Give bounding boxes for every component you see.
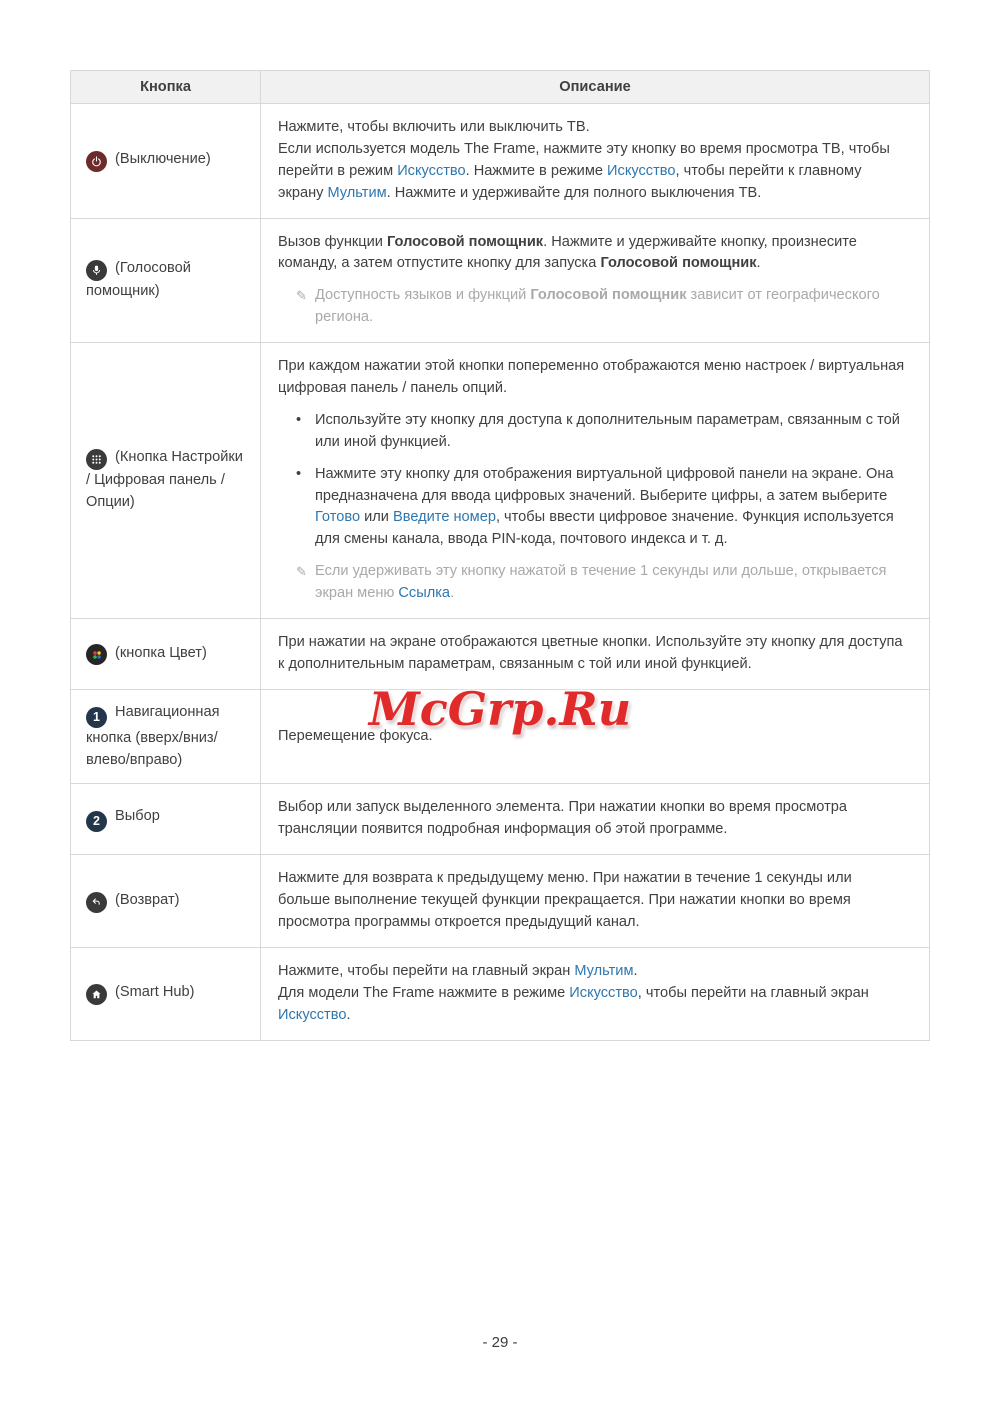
table-row xyxy=(71,855,929,948)
inline-link[interactable]: Ссылка xyxy=(398,585,451,602)
bullet-item xyxy=(278,410,905,454)
description-paragraph: Выбор или запуск выделенного элемента. При нажатии кнопки во время просмотра трансляции появится подробная информация об этой программе. xyxy=(278,799,848,838)
inline-link[interactable]: Готово xyxy=(315,509,361,526)
button-label: (Возврат) xyxy=(86,890,180,913)
table-header-row xyxy=(71,71,929,104)
power-icon xyxy=(86,151,107,172)
bullet-icon: • xyxy=(296,411,302,428)
description-paragraph: Для модели The Frame нажмите в режиме Искусство, чтобы перейти на главный экран Искусство. xyxy=(278,984,869,1023)
description-paragraph: Вызов функции Голосовой помощник. Нажмите и удерживайте кнопку, произнесите команду, а затем отпустите кнопку для запуска Голосовой помощник. xyxy=(278,233,857,272)
inline-link[interactable]: Искусство xyxy=(569,984,638,1001)
home-icon xyxy=(86,984,107,1005)
feature-name: Голосовой помощник xyxy=(600,255,757,272)
table-row xyxy=(71,619,929,690)
inline-link[interactable]: Введите номер xyxy=(393,509,496,526)
select-badge-icon: 2 xyxy=(86,811,107,832)
description-cell xyxy=(261,619,929,689)
bullet-text: Используйте эту кнопку для доступа к дополнительным параметрам, связанным с той или иной функцией. xyxy=(315,411,900,450)
button-cell xyxy=(71,784,261,854)
table-row xyxy=(71,104,929,219)
button-label: (кнопка Цвет) xyxy=(86,643,207,666)
bullet-icon: • xyxy=(296,465,302,482)
table-row xyxy=(71,219,929,344)
button-label: 2 Выбор xyxy=(86,806,160,832)
note-item xyxy=(278,285,905,329)
feature-name: Голосовой помощник xyxy=(386,233,544,250)
description-paragraph: При каждом нажатии этой кнопки попеременно отображаются меню настроек / виртуальная цифровая панель / панель опций. xyxy=(278,358,905,397)
description-cell xyxy=(261,219,929,343)
button-label: (Голосовой помощник) xyxy=(86,259,191,299)
mic-icon xyxy=(86,260,107,281)
feature-name: Голосовой помощник xyxy=(530,287,687,304)
note-text: Доступность языков и функций Голосовой помощник зависит от географического региона. xyxy=(315,287,880,326)
watermark: McGrp.Ru xyxy=(368,682,632,736)
header-button-column: Кнопка xyxy=(71,71,261,103)
description-paragraph: Перемещение фокуса. xyxy=(278,727,433,744)
description-paragraph: Если используется модель The Frame, нажмите эту кнопку во время просмотра ТВ, чтобы перейти в режим Искусство. Нажмите в режиме Искусство, чтобы перейти к главному экрану Мультим. Нажмите и удерживайте для полного выключения ТВ. xyxy=(278,140,890,201)
keypad-icon xyxy=(86,449,107,470)
button-cell xyxy=(71,855,261,947)
description-paragraph: Нажмите для возврата к предыдущему меню. При нажатии в течение 1 секунды или больше выполнение текущей функции прекращается. При нажатии кнопки во время просмотра программы откроется предыдущий канал. xyxy=(278,870,852,931)
table-row xyxy=(71,343,929,619)
note-item xyxy=(278,561,905,605)
table-row xyxy=(71,690,929,785)
inline-link[interactable]: Искусство xyxy=(607,162,676,179)
description-cell xyxy=(261,690,929,784)
button-label: (Smart Hub) xyxy=(86,982,195,1005)
description-cell xyxy=(261,784,929,854)
table-row xyxy=(71,784,929,855)
inline-link[interactable]: Мультим xyxy=(327,184,387,201)
return-icon xyxy=(86,892,107,913)
note-text: Если удерживать эту кнопку нажатой в течение 1 секунды или дольше, открывается экран меню Ссылка. xyxy=(315,563,887,602)
inline-link[interactable]: Мультим xyxy=(574,962,634,979)
inline-link[interactable]: Искусство xyxy=(397,162,466,179)
description-paragraph: При нажатии на экране отображаются цветные кнопки. Используйте эту кнопку для доступа к дополнительным параметрам, связанным с той или иной функцией. xyxy=(278,634,903,672)
button-label: 1 Навигационная кнопка (вверх/вниз/влево/вправо) xyxy=(86,703,220,768)
remote-buttons-table xyxy=(70,70,930,1041)
page-number: - 29 - xyxy=(482,1334,518,1351)
nav-badge-icon: 1 xyxy=(86,707,107,728)
button-cell xyxy=(71,104,261,218)
color-buttons-icon xyxy=(86,644,107,665)
table-row xyxy=(71,948,929,1041)
button-label: (Выключение) xyxy=(86,149,211,172)
pencil-icon: ✎ xyxy=(296,288,307,304)
description-cell xyxy=(261,343,929,618)
bullet-item xyxy=(278,464,905,552)
description-paragraph: Нажмите, чтобы перейти на главный экран Мультим. xyxy=(278,962,638,979)
description-cell xyxy=(261,948,929,1040)
pencil-icon: ✎ xyxy=(296,564,307,580)
table-body xyxy=(71,104,929,1041)
button-cell xyxy=(71,219,261,343)
inline-link[interactable]: Искусство xyxy=(278,1006,347,1023)
button-cell xyxy=(71,690,261,784)
button-cell xyxy=(71,619,261,689)
button-cell xyxy=(71,343,261,618)
header-description-column: Описание xyxy=(261,71,929,103)
description-paragraph: Нажмите, чтобы включить или выключить ТВ. xyxy=(278,119,590,135)
description-cell xyxy=(261,104,929,218)
description-cell xyxy=(261,855,929,947)
bullet-text: Нажмите эту кнопку для отображения виртуальной цифровой панели на экране. Она предназначена для ввода цифровых значений. Выберите цифры, а затем выберите Готово или Введите номер, чтобы ввести цифровое значение. Функция используется для смены канала, ввода PIN-кода, почтового индекса и т. д. xyxy=(315,465,894,548)
button-label: (Кнопка Настройки / Цифровая панель / Опции) xyxy=(86,449,243,511)
button-cell xyxy=(71,948,261,1040)
